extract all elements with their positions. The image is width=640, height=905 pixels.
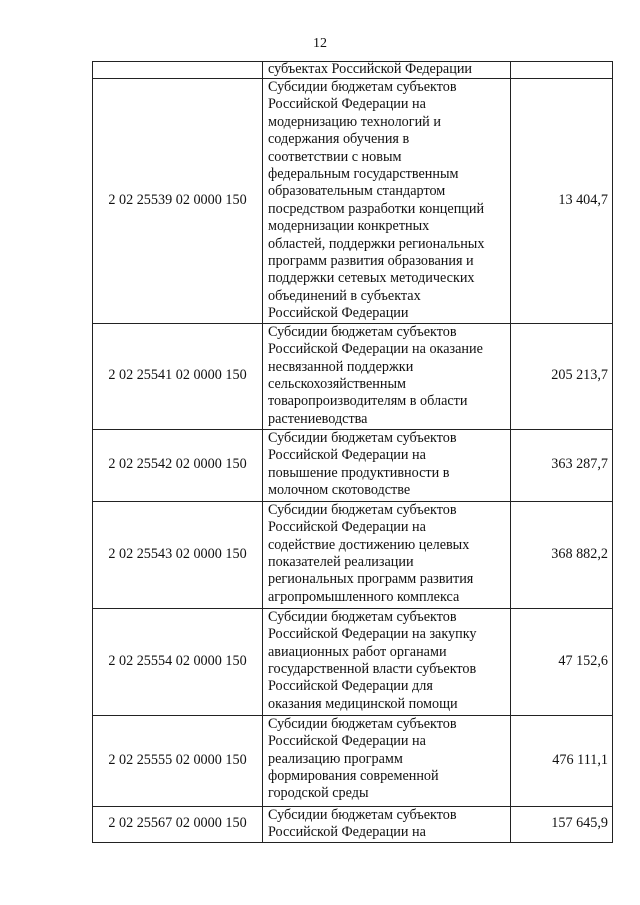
table-row (93, 715, 613, 806)
description-cell (263, 715, 511, 806)
amount-cell (511, 62, 613, 79)
budget-revenue-table (92, 61, 613, 843)
amount-cell: 476 111,1 (511, 715, 613, 806)
budget-code-cell: 2 02 25543 02 0000 150 (93, 501, 263, 608)
description-text: Субсидии бюджетам субъектов Российской Федерации на модернизацию технологий и содержания обучения в соответствии с новым федеральным государственным образовательным стандартом посредством разработки концепций модернизации конкретных областей, поддержки региональных программ развития образования и поддержки сетевых методических объединений в субъектах Российской Федерации (268, 79, 485, 322)
description-cell (263, 62, 511, 79)
table-row (93, 806, 613, 842)
description-cell (263, 608, 511, 715)
budget-code-cell: 2 02 25542 02 0000 150 (93, 429, 263, 501)
description-text: Субсидии бюджетам субъектов Российской Федерации на (268, 806, 457, 841)
description-text: субъектах Российской Федерации (268, 61, 472, 77)
budget-code-cell: 2 02 25567 02 0000 150 (93, 806, 263, 842)
page-number: 12 (313, 36, 327, 51)
table-row (93, 62, 613, 79)
description-text: Субсидии бюджетам субъектов Российской Федерации на закупку авиационных работ органами государственной власти субъектов Российской Федерации для оказания медицинской помощи (268, 608, 477, 712)
description-cell (263, 323, 511, 429)
description-text: Субсидии бюджетам субъектов Российской Федерации на оказание несвязанной поддержки сельскохозяйственным товаропроизводителям в области растениеводства (268, 323, 483, 427)
description-text: Субсидии бюджетам субъектов Российской Федерации на реализацию программ формирования современной городской среды (268, 715, 457, 802)
amount-cell: 205 213,7 (511, 323, 613, 429)
amount-cell: 363 287,7 (511, 429, 613, 501)
amount-cell: 47 152,6 (511, 608, 613, 715)
description-text: Субсидии бюджетам субъектов Российской Федерации на повышение продуктивности в молочном скотоводстве (268, 429, 457, 498)
budget-code-cell: 2 02 25554 02 0000 150 (93, 608, 263, 715)
budget-code-cell (93, 62, 263, 79)
description-cell (263, 806, 511, 842)
budget-code-cell: 2 02 25555 02 0000 150 (93, 715, 263, 806)
amount-cell: 157 645,9 (511, 806, 613, 842)
table-row (93, 429, 613, 501)
amount-cell: 368 882,2 (511, 501, 613, 608)
amount-cell: 13 404,7 (511, 79, 613, 324)
description-text: Субсидии бюджетам субъектов Российской Федерации на содействие достижению целевых показателей реализации региональных программ развития агропромышленного комплекса (268, 501, 474, 605)
description-cell (263, 429, 511, 501)
description-cell (263, 79, 511, 324)
table-row (93, 608, 613, 715)
description-cell (263, 501, 511, 608)
budget-code-cell: 2 02 25539 02 0000 150 (93, 79, 263, 324)
table-row (93, 323, 613, 429)
table-row (93, 501, 613, 608)
table-row (93, 79, 613, 324)
budget-code-cell: 2 02 25541 02 0000 150 (93, 323, 263, 429)
